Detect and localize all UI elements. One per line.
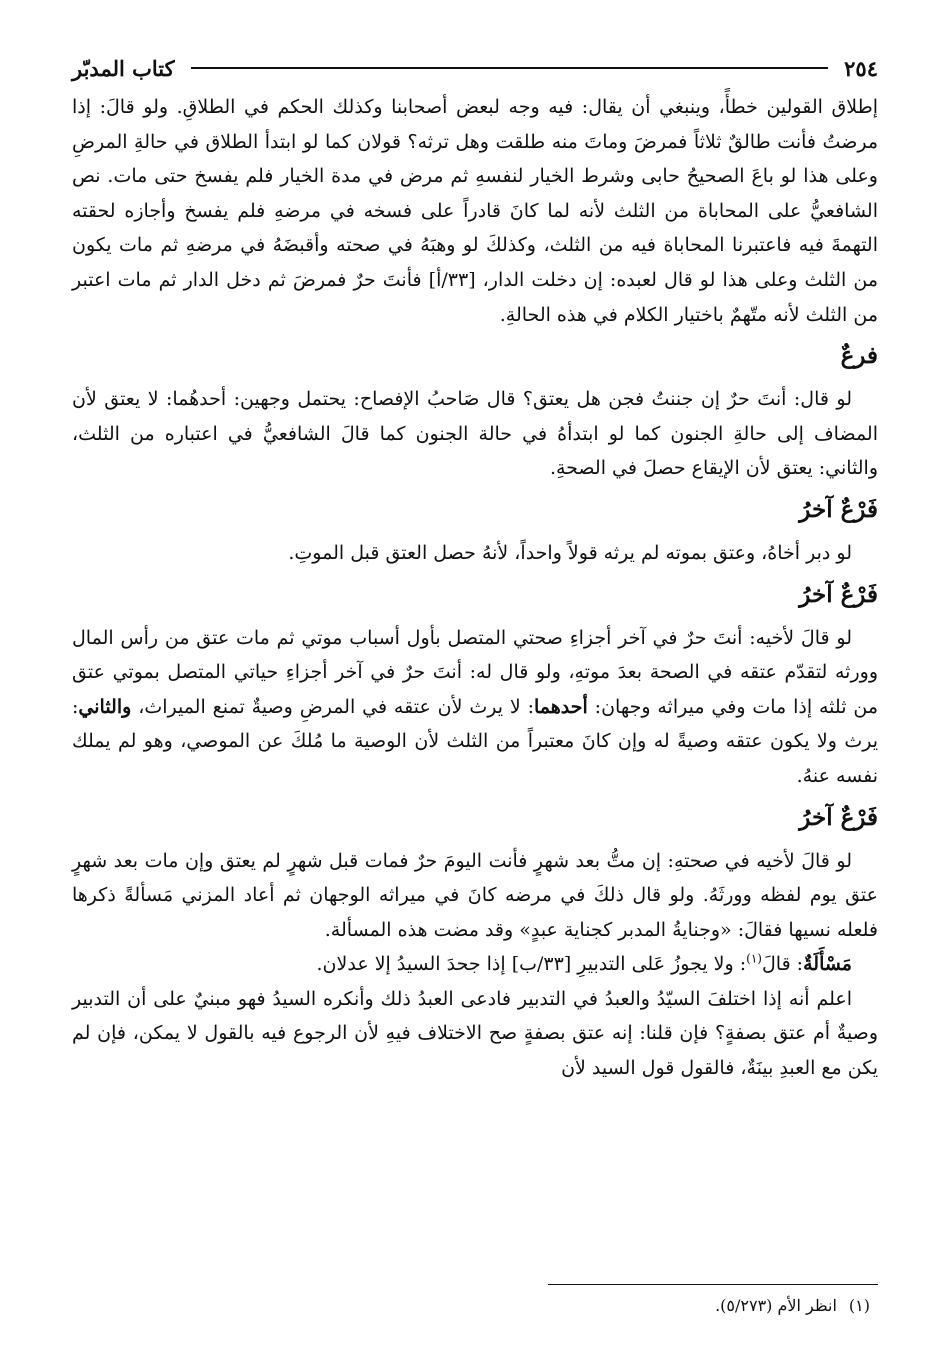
paragraph-text: : يرث ولا يكون عتقه وصيةً له وإن كانَ معتبراً من الثلث لأن الوصية ما مُلكَ عن الموصي، وهو لم يملك نفسه عنهُ. (72, 695, 878, 787)
paragraph-text: : ولا يجوزُ عَلى التدبيرِ [٣٣/ب] إذا جحدَ السيدُ إلا عدلان. (316, 953, 747, 976)
section-heading: فَرْعٌ آخرُ (799, 495, 878, 523)
page-number: ٢٥٤ (844, 55, 878, 81)
footnote-text: انظر الأم (٥/٢٧٣). (715, 1296, 837, 1315)
bold-term: أحدهما (533, 695, 588, 718)
book-title: كتاب المدبّر (72, 55, 175, 81)
paragraph: لو قالَ لأخيه في صحتهِ: إن متُّ بعد شهرٍ فأنت اليومَ حرٌ فمات قبل شهرٍ لم يعتق وإن مات بعد شهرٍ عتق يوم لفظه وورثَهُ. ولو قال ذلكَ في مرضه كانَ في ميراثه الوجهان ثم أعاد المزني مَسألةً ذكرها فلعله نسيها فقالَ: «وجنايةُ المدبر كجناية عبدٍ» وقد مضت هذه المسألة. (72, 849, 878, 941)
running-head (72, 46, 878, 90)
paragraph-text: لو قالَ لأخيه: أنتَ حرٌ في آخر أجزاءِ صحتي المتصل بأول أسباب موتي ثم مات عتق من رأس المال وورثه لتقدّم عتقه في الصحة بعدَ موتهِ، ولو قال له: أنتَ حرٌ في آخر أجزاءِ حياتي المتصل بموتي عتق من ثلثه إذا مات وفي ميراثه وجهان: (72, 626, 879, 718)
paragraph-text: : لا يرث لأن عتقه في المرضِ وصيةٌ تمنع الميراث، (138, 695, 534, 718)
footnote (715, 1292, 870, 1320)
body-text (72, 90, 878, 1086)
bold-term: والثاني (78, 695, 132, 718)
section-heading: فَرْعٌ آخرُ (799, 580, 878, 608)
header-rule (191, 67, 829, 69)
paragraph: إطلاق القولين خطأً، وينبغي أن يقال: فيه وجه لبعض أصحابنا وكذلك الحكم في الطلاقِ. ولو قالَ: إذا مرضتُ فأنت طالقٌ ثلاثاً فمرضَ وماتَ منه طلقت وهل ترثه؟ قولان كما لو ابتدأ الطلاق في حالةِ المرضِ وعلى هذا لو باعَ الصحيحُ حابى وشرط الخيار لنفسهِ ثم مرض في مدة الخيار فلم يفسخ حتى مات. نص الشافعيُّ على المحاباة من الثلث لأنه لما كانَ قادراً على فسخه في مرضهِ فلم يفسخ وأجازه لحقته التهمةَ فيه فاعتبرنا المحاباة فيه من الثلث، وكذلكَ لو وهبَهُ في صحته وأقبضَهُ في مرضهِ ثم مات يكون من الثلث وعلى هذا لو قال لعبده: إن دخلت الدار، [٣٣/أ] فأنتَ حرٌ فمرضَ ثم دخل الدار ثم مات اعتبر من الثلث لأنه متّهمٌ باختيار الكلام في هذه الحالةِ. (72, 96, 879, 326)
masala-paragraph (72, 947, 878, 982)
paragraph: لو قال: أنتَ حرٌ إن جننتُ فجن هل يعتق؟ قال صَاحبُ الإفصاح: يحتمل وجهين: أحدهُما: لا يعتق لأن المضاف إلى حالةِ الجنون كما لو ابتدأهُ في حالة الجنون كما قالَ الشافعيُّ في اعتباره من الثلث، والثاني: يعتق لأن الإيقاع حصلَ في الصحةِ. (72, 388, 878, 480)
masala-label: مَسْأَلَةٌ (803, 953, 852, 976)
footnote-number: (١) (848, 1296, 870, 1315)
section-heading: فَرْعٌ آخرُ (799, 803, 878, 831)
footnote-reference: (١) (746, 951, 762, 966)
section-heading: فرعٌ (840, 342, 878, 370)
paragraph: لو دبر أخاهُ، وعتق بموته لم يرثه قولاً واحداً، لأنهُ حصل العتق قبل الموتِ. (288, 541, 852, 564)
footnote-rule (548, 1284, 878, 1285)
paragraph (72, 621, 878, 794)
paragraph-text: : قالَ (761, 953, 804, 976)
paragraph: اعلم أنه إذا اختلفَ السيّدُ والعبدُ في التدبير فادعى العبدُ ذلك وأنكره السيدُ فهو مبنيٌ على أن التدبير وصيةٌ أم عتق بصفةٍ؟ فإن قلنا: إنه عتق بصفةٍ صح الاختلاف فيهِ لأن الرجوع فيه بالقول لا يمكن، فإن لم يكن مع العبدِ بينَةٌ، فالقول قول السيد لأن (72, 987, 878, 1080)
page (72, 46, 878, 1086)
